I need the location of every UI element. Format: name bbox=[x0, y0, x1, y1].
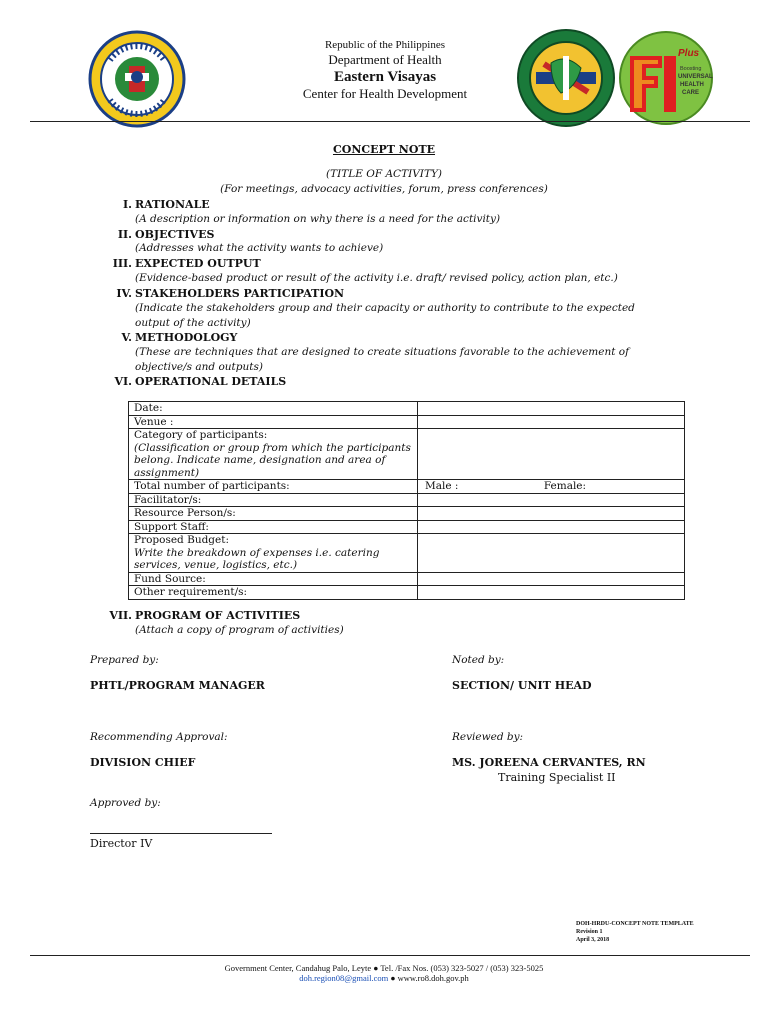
svg-text:HEALTH: HEALTH bbox=[680, 82, 704, 88]
other-label: Other requirement/s: bbox=[129, 586, 418, 600]
fund-value[interactable] bbox=[418, 572, 685, 586]
table-row-facilitator bbox=[129, 493, 685, 507]
facilitator-label: Facilitator/s: bbox=[129, 493, 418, 507]
fund-label: Fund Source: bbox=[129, 572, 418, 586]
reviewed-by-position: Training Specialist II bbox=[498, 771, 616, 784]
section-num-2: II. bbox=[117, 228, 132, 241]
other-value[interactable] bbox=[418, 586, 685, 600]
header-divider bbox=[30, 121, 750, 122]
header-department: Department of Health bbox=[328, 52, 442, 67]
section-num-4: IV. bbox=[116, 287, 132, 300]
section-title-methodology: METHODOLOGY bbox=[135, 331, 238, 344]
section-title-objectives: OBJECTIVES bbox=[135, 228, 215, 241]
table-row-venue bbox=[129, 415, 685, 429]
reviewed-by-label: Reviewed by: bbox=[452, 731, 524, 743]
category-note: (Classification or group from which the participants belong. Indicate name, designation and area of assignment) bbox=[134, 441, 411, 479]
recommending-label: Recommending Approval: bbox=[90, 731, 228, 743]
template-ref bbox=[576, 920, 694, 944]
footer bbox=[134, 963, 634, 983]
approved-by-position: Director IV bbox=[90, 837, 153, 850]
template-ref-code: DOH-HRDU-CONCEPT NOTE TEMPLATE bbox=[576, 921, 694, 927]
svg-text:CARE: CARE bbox=[682, 90, 700, 96]
section-title-program: PROGRAM OF ACTIVITIES bbox=[135, 609, 301, 622]
template-ref-date: April 3, 2018 bbox=[576, 937, 610, 943]
section-desc-rationale: (A description or information on why there is a need for the activity) bbox=[135, 213, 501, 225]
resource-label: Resource Person/s: bbox=[129, 507, 418, 521]
support-value[interactable] bbox=[418, 520, 685, 534]
male-label: Male : bbox=[425, 480, 459, 492]
header-center: Center for Health Development bbox=[302, 86, 468, 101]
section-desc-program: (Attach a copy of program of activities) bbox=[135, 624, 344, 636]
resource-value[interactable] bbox=[418, 507, 685, 521]
support-label: Support Staff: bbox=[129, 520, 418, 534]
total-value[interactable] bbox=[418, 480, 685, 494]
noted-by-label: Noted by: bbox=[452, 654, 505, 666]
budget-label: Proposed Budget: bbox=[134, 534, 230, 546]
section-title-operational: OPERATIONAL DETAILS bbox=[135, 375, 287, 388]
svg-text:Plus: Plus bbox=[678, 48, 700, 59]
category-cell bbox=[129, 429, 418, 480]
category-value[interactable] bbox=[418, 429, 685, 480]
recommending-name: DIVISION CHIEF bbox=[90, 756, 196, 769]
table-row-budget bbox=[129, 534, 685, 573]
svg-text:UNIVERSAL: UNIVERSAL bbox=[678, 74, 713, 80]
approved-by-label: Approved by: bbox=[90, 797, 161, 809]
table-row-other bbox=[129, 586, 685, 600]
budget-cell bbox=[129, 534, 418, 573]
female-label: Female: bbox=[543, 480, 587, 492]
facilitator-value[interactable] bbox=[418, 493, 685, 507]
footer-contact bbox=[134, 973, 634, 983]
venue-label: Venue : bbox=[129, 415, 418, 429]
activity-title: (TITLE OF ACTIVITY) bbox=[326, 168, 442, 180]
doc-title: CONCEPT NOTE bbox=[332, 143, 436, 156]
approved-by-signature-line bbox=[90, 833, 272, 834]
svg-text:Boosting: Boosting bbox=[680, 66, 702, 72]
table-row-fund bbox=[129, 572, 685, 586]
doh-seal-logo bbox=[88, 30, 186, 128]
reviewed-by-name: MS. JOREENA CERVANTES, RN bbox=[452, 756, 646, 769]
section-num-6: VI. bbox=[114, 375, 132, 388]
table-row-support bbox=[129, 520, 685, 534]
section-desc-stakeholders: (Indicate the stakeholders group and their capacity or authority to contribute to the expected output of the activity) bbox=[135, 302, 635, 329]
section-num-3: III. bbox=[112, 257, 132, 270]
section-title-rationale: RATIONALE bbox=[135, 198, 210, 211]
footer-address: Government Center, Candahug Palo, Leyte ● Tel. /Fax Nos. (053) 323-5027 / (053) 323-5025 bbox=[224, 963, 544, 973]
footer-website: www.ro8.doh.gov.ph bbox=[397, 973, 469, 983]
activity-note: (For meetings, advocacy activities, forum, press conferences) bbox=[220, 183, 548, 195]
header-republic: Republic of the Philippines bbox=[324, 39, 446, 51]
section-desc-methodology: (These are techniques that are designed to create situations favorable to the achievement of objective/s and outputs) bbox=[135, 346, 629, 373]
table-row-date bbox=[129, 402, 685, 416]
table-row-resource bbox=[129, 507, 685, 521]
operational-details-table bbox=[128, 401, 685, 600]
date-value[interactable] bbox=[418, 402, 685, 416]
section-desc-objectives: (Addresses what the activity wants to achieve) bbox=[135, 242, 384, 254]
category-label: Category of participants: bbox=[134, 429, 268, 441]
total-label: Total number of participants: bbox=[129, 480, 418, 494]
section-num-5: V. bbox=[121, 331, 132, 344]
noted-by-name: SECTION/ UNIT HEAD bbox=[452, 679, 592, 692]
prepared-by-name: PHTL/PROGRAM MANAGER bbox=[90, 679, 265, 692]
budget-note: Write the breakdown of expenses i.e. catering services, venue, logistics, etc.) bbox=[134, 546, 380, 571]
section-title-stakeholders: STAKEHOLDERS PARTICIPATION bbox=[135, 287, 345, 300]
f1-plus-uhc-logo bbox=[618, 30, 714, 126]
section-desc-expected-output: (Evidence-based product or result of the activity i.e. draft/ revised policy, action plan, etc.) bbox=[135, 272, 618, 284]
venue-value[interactable] bbox=[418, 415, 685, 429]
section-title-expected-output: EXPECTED OUTPUT bbox=[135, 257, 261, 270]
header-region: Eastern Visayas bbox=[333, 69, 437, 85]
footer-email-link[interactable]: doh.region08@gmail.com bbox=[299, 973, 389, 983]
footer-bullet: ● bbox=[390, 973, 396, 983]
section-num-7: VII. bbox=[109, 609, 132, 622]
section-num-1: I. bbox=[123, 198, 132, 211]
date-label: Date: bbox=[129, 402, 418, 416]
budget-value[interactable] bbox=[418, 534, 685, 573]
doh-eastern-visayas-logo bbox=[516, 28, 616, 128]
table-row-total bbox=[129, 480, 685, 494]
footer-divider bbox=[30, 955, 750, 956]
table-row-category bbox=[129, 429, 685, 480]
template-ref-revision: Revision 1 bbox=[576, 929, 603, 935]
prepared-by-label: Prepared by: bbox=[90, 654, 159, 666]
